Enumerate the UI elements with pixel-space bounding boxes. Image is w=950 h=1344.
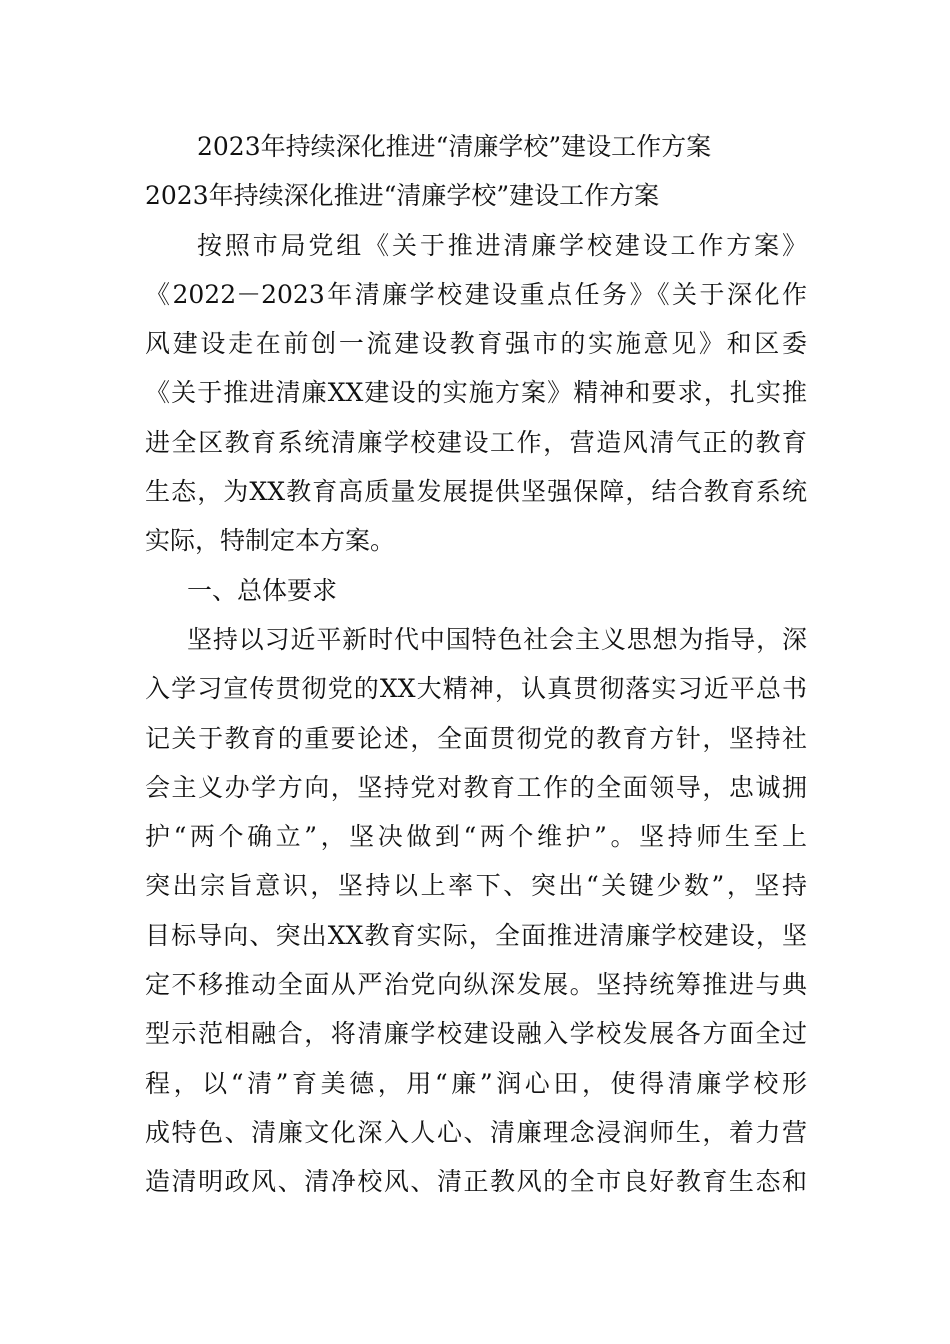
document-page: [145, 122, 807, 1207]
paragraph-line: 护“两个确立”，坚决做到“两个维护”。坚持师生至上: [145, 822, 807, 852]
document-subtitle: 2023年持续深化推进“清廉学校”建设工作方案: [145, 181, 660, 211]
paragraph-line: 风建设走在前创一流建设教育强市的实施意见》和区委: [145, 329, 807, 359]
paragraph-line: 目标导向、突出XX教育实际，全面推进清廉学校建设，坚: [145, 920, 807, 950]
paragraph-line: 会主义办学方向，坚持党对教育工作的全面领导，忠诚拥: [145, 772, 807, 802]
paragraph-line: 定不移推动全面从严治党向纵深发展。坚持统筹推进与典: [145, 970, 807, 1000]
paragraph-line: 《2022－2023年清廉学校建设重点任务》《关于深化作: [145, 279, 807, 309]
paragraph-requirements: [145, 615, 807, 1207]
document-title: 2023年持续深化推进“清廉学校”建设工作方案: [197, 132, 712, 161]
paragraph-line: 成特色、清廉文化深入人心、清廉理念浸润师生，着力营: [145, 1117, 807, 1147]
paragraph-line: 按照市局党组《关于推进清廉学校建设工作方案》: [197, 230, 807, 260]
paragraph-line: 程，以“清”育美德，用“廉”润心田，使得清廉学校形: [145, 1068, 807, 1098]
paragraph-line: 入学习宣传贯彻党的XX大精神，认真贯彻落实习近平总书: [145, 674, 807, 704]
paragraph-line: 记关于教育的重要论述，全面贯彻党的教育方针，坚持社: [145, 723, 807, 753]
paragraph-line: 实际，特制定本方案。: [145, 526, 396, 556]
paragraph-line: 坚持以习近平新时代中国特色社会主义思想为指导，深: [187, 624, 807, 654]
section-heading: 一、总体要求: [187, 575, 338, 605]
paragraph-line: 进全区教育系统清廉学校建设工作，营造风清气正的教育: [145, 427, 807, 457]
paragraph-line: 生态，为XX教育高质量发展提供坚强保障，结合教育系统: [145, 477, 807, 507]
paragraph-line: 《关于推进清廉XX建设的实施方案》精神和要求，扎实推: [145, 378, 807, 408]
paragraph-line: 造清明政风、清净校风、清正教风的全市良好教育生态和: [145, 1167, 807, 1197]
paragraph-line: 突出宗旨意识，坚持以上率下、突出“关键少数”，坚持: [145, 871, 807, 901]
paragraph-line: 型示范相融合，将清廉学校建设融入学校发展各方面全过: [145, 1019, 807, 1049]
paragraph-intro: [145, 221, 807, 566]
